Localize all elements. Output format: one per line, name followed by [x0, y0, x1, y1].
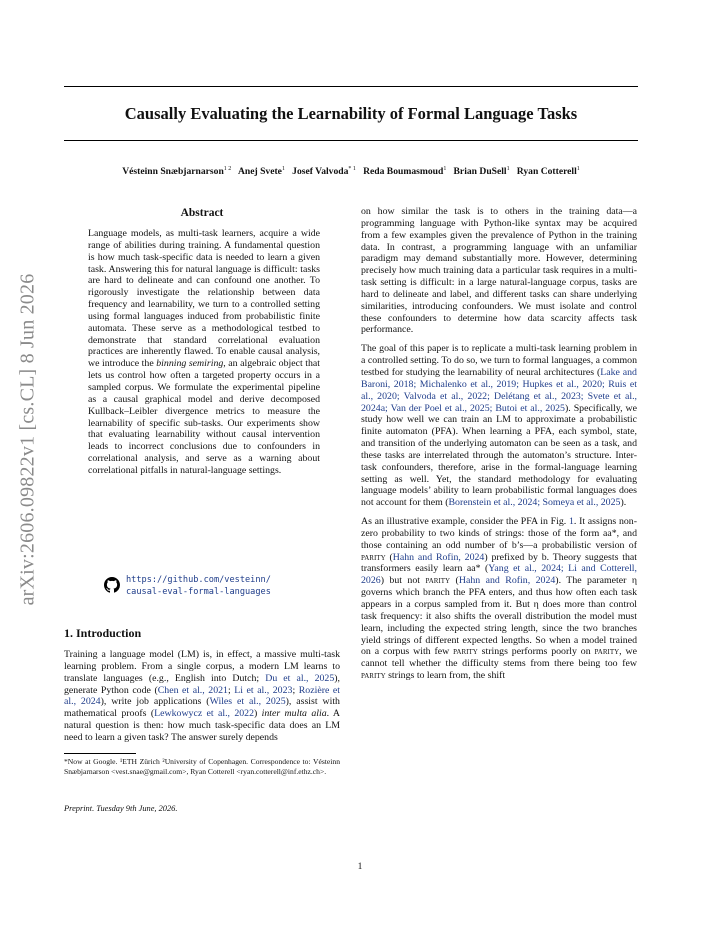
text: The goal of this paper is to replicate a multi-task learning problem in a controlled setting. To do so, we turn to formal languages, a common testbed for studying the learnability of neural architectures ( — [361, 343, 637, 378]
citation[interactable]: Rozière et al., 2024 — [64, 684, 340, 708]
citation[interactable]: Du et al., 2025 — [265, 672, 335, 684]
abstract-body — [88, 228, 320, 477]
paragraph: As an illustrative example, consider the PFA in Fig. 1. It assigns non-zero probability to two kinds of strings: those of the form aa*, and those containing an odd number of b’s—a probabilistic version of parity (Hahn and Rofin, 2024) prefixed by b. Theory suggests that transformers easily learn aa* (Yang et al., 2024; Li and Cotterell, 2026) but not parity (Hahn and Rofin, 2024). The parameter η governs which branch the PFA enters, and thus how often each task appears in a corpus sampled from it. But η does more than control task frequency: it also shifts the overall distribution the model must learn, including the expected string length, since the two branches yield strings of different expected lengths. So when a model trained on a corpus with few parity strings performs poorly on parity, we cannot tell whether the difficulty stems from there being too few parity strings to learn from, the shift — [361, 516, 637, 682]
term-parity: parity — [453, 646, 478, 658]
text: Training a language model (LM) is, in effect, a massive multi-task learning problem. From a single corpus, a modern LM learns to translate languages (e.g., English into Dutch; — [64, 649, 340, 684]
citation[interactable]: Yang et al., 2024; Li and Cotterell, 2026 — [361, 563, 637, 587]
author-affil: 1 — [281, 166, 285, 172]
text: strings to learn from, the shift — [385, 670, 506, 682]
citation[interactable]: Borenstein et al., 2024; Someya et al., 2025 — [448, 497, 621, 509]
abstract-text: , an algebraic object that lets us control how often a targeted property occurs in a sampled corpus. We formulate the experimental pipeline as a causal graphical model and derive decomposed Kullback–Leibler divergence metrics to measure the learnability of specific sub-tasks. Our experiments show that evaluating learnability without causal intervention leads to incorrect conclusions due to confounders in correlational analysis, and serve as a warning about correlational pitfalls in natural-language settings. — [88, 358, 320, 476]
text: ), generate Python code ( — [64, 672, 341, 696]
text: As an illustrative example, consider the PFA in Fig. — [361, 516, 569, 528]
text: ) but not — [380, 575, 426, 587]
author-affil: 1 — [443, 166, 447, 172]
term-parity: parity — [425, 575, 451, 587]
text: strings performs poorly on — [477, 646, 595, 658]
citation[interactable]: Lake and Baroni, 2018; Michalenko et al., 2019; Hupkes et al., 2020; Ruis et al., 2020; Valvoda et al., 2022; Delétang et al., 2023; Svete et al., 2024a; Van der Poel et al., 2025; Butoi et al., 2025 — [361, 366, 637, 414]
author-name: Brian DuSell — [453, 166, 507, 178]
github-link-line[interactable]: https://github.com/vesteinn/ — [126, 575, 271, 585]
author-name: Anej Svete — [237, 166, 282, 178]
arxiv-stamp: arXiv:2606.09822v1 [cs.CL] 8 Jun 2026 — [16, 273, 39, 606]
text: ). The parameter η governs which branch the PFA enters, and thus how often each task appears in a corpus sampled from it. But η does more than control task frequency: it also shifts the overall distribution the model must learn, including the expected string length, since the two branches yield strings of different expected lengths. So when a model trained on a corpus with few — [361, 575, 637, 658]
preprint-note: Preprint. Tuesday 9th June, 2026. — [64, 804, 178, 813]
text: . A natural question is then: how much task-specific data does an LM need to learn a given task? The answer surely depends — [64, 708, 340, 743]
author-affil: 1 2 — [223, 166, 232, 172]
author-affil: 1 — [576, 166, 580, 172]
citation[interactable]: Li et al., 2023 — [234, 684, 293, 696]
text: ). Specifically, we study how well we can train an LM to approximate a probabilistic finite automaton (PFA). When learning a PFA, each symbol, state, and transition of the underlying automaton can be seen as a task, and these tasks are interrelated through the automaton’s structure. Inter-task confounders, therefore, arise in the formal-language learning setting as well. Yet, the standard methodology for evaluating language models’ ability to learn probabilistic formal languages does not account for them ( — [361, 402, 637, 509]
figure-ref[interactable]: 1 — [568, 516, 574, 528]
author-name: Ryan Cotterell — [516, 166, 577, 178]
text: ) prefixed by b. Theory suggests that transformers easily learn aa* ( — [361, 551, 637, 575]
github-link[interactable] — [126, 574, 271, 598]
term-parity: parity — [361, 551, 386, 563]
author-name: Vésteinn Snæbjarnarson — [122, 166, 224, 178]
citation[interactable]: Chen et al., 2021 — [157, 684, 228, 696]
citation[interactable]: Lewkowycz et al., 2022 — [154, 708, 255, 720]
term-parity: parity — [594, 646, 620, 658]
paragraph: on how similar the task is to others in the training data—a programming language with Python-like syntax may be acquired from a few examples given the prevalence of Python in the training data. In contrast, a programming language with an unfamiliar paradigm may demand substantially more. However, determining precisely how much training data a particular task requires in a multi-task setting is difficult: in a large natural-language corpus, tasks are hard to delineate and label, and different tasks can share underlying similarities, introducing confounders. We must isolate and control these confounders to determine how data scarcity affects task performance. — [361, 206, 637, 336]
citation[interactable]: Hahn and Rofin, 2024 — [392, 551, 485, 563]
author-affil: 1 — [506, 166, 510, 172]
page-number: 1 — [357, 862, 363, 872]
footnote: *Now at Google. ¹ETH Zürich ²University of Copenhagen. Correspondence to: Vésteinn Snæbjarnarson <vest.snae@gmail.com>, Ryan Cotterell <ryan.cotterell@inf.ethz.ch>. — [64, 757, 340, 776]
author-affil: * 1 — [348, 166, 356, 172]
author-name: Josef Valvoda — [292, 166, 349, 178]
text: ), write job applications ( — [100, 696, 210, 708]
term-parity: parity — [361, 670, 386, 682]
title-top-rule — [64, 86, 638, 87]
footnote-rule — [64, 753, 136, 754]
author-list — [64, 166, 638, 177]
latin-phrase: inter multa alia — [261, 708, 327, 720]
text: ) — [254, 708, 262, 720]
section-heading: 1. Introduction — [64, 626, 142, 640]
github-link-line[interactable]: causal-eval-formal-languages — [126, 587, 271, 597]
author-name: Reda Boumasmoud — [363, 166, 444, 178]
text: ). — [620, 497, 627, 509]
github-icon — [104, 577, 120, 593]
paper-title: Causally Evaluating the Learnability of Formal Language Tasks — [124, 104, 578, 123]
abstract-emphasis: binning semiring — [156, 358, 224, 370]
intro-left-column — [64, 649, 340, 751]
right-column — [361, 206, 637, 689]
text: , we cannot tell whether the difficulty stems from there being too few — [361, 646, 637, 670]
paragraph: Training a language model (LM) is, in effect, a massive multi-task learning problem. From a single corpus, a modern LM learns to translate languages (e.g., English into Dutch; Du et al., 2025), generate Python code (Chen et al., 2021; Li et al., 2023; Rozière et al., 2024), write job applications (Wiles et al., 2025), assist with mathematical proofs (Lewkowycz et al., 2022) inter multa alia. A natural question is then: how much task-specific data does an LM need to learn a given task? The answer surely depends — [64, 649, 341, 743]
title-bottom-rule — [64, 140, 638, 141]
citation[interactable]: Wiles et al., 2025 — [209, 696, 286, 708]
paragraph — [361, 343, 637, 509]
abstract-heading: Abstract — [180, 207, 224, 219]
text: ), assist with mathematical proofs ( — [64, 696, 340, 720]
text: . It assigns non-zero probability to two kinds of strings: those of the form aa*, and those containing an odd number of b’s—a probabilistic version of — [361, 516, 637, 551]
abstract-text: Language models, as multi-task learners, acquire a wide range of abilities during training. A fundamental question is how much task-specific data is needed to learn a given task. Answering this for natural language is difficult: tasks are hard to delineate and can confound one another. To rigorously investigate the relationship between data frequency and learnability, we turn to a controlled setting using formal languages induced from probabilistic finite automata. These serve as a methodological testbed to demonstrate that standard correlational evaluation practices are inherently flawed. To enable causal analysis, we introduce the — [88, 228, 320, 370]
citation[interactable]: Hahn and Rofin, 2024 — [458, 575, 556, 587]
